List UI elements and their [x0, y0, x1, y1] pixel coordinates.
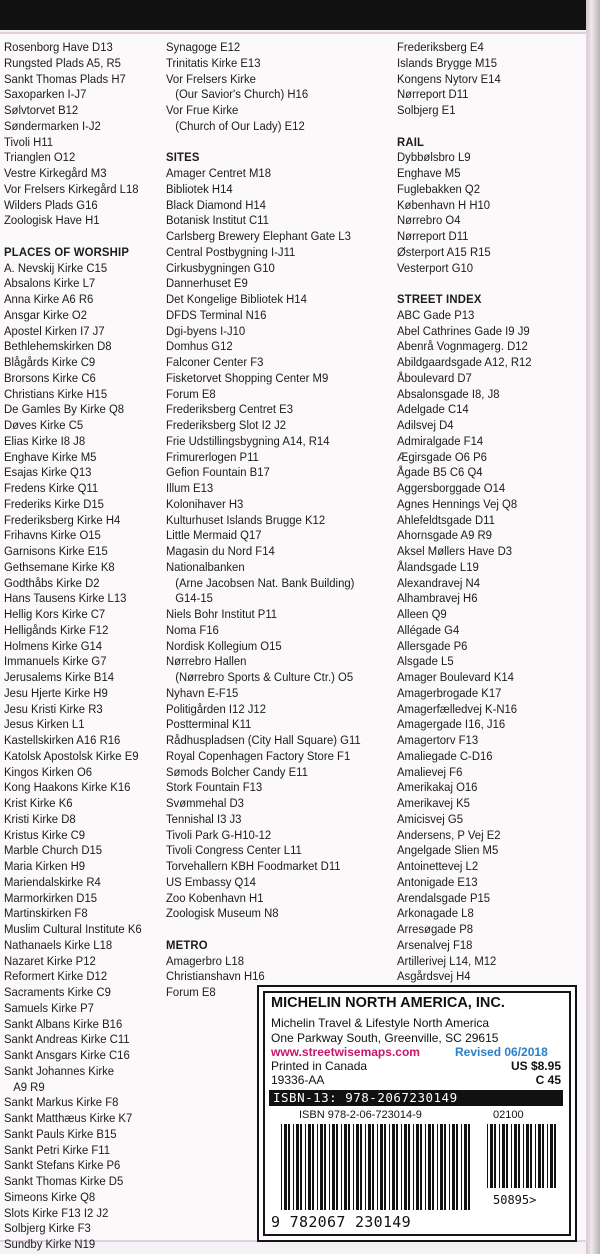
barcode-bar — [380, 1124, 383, 1210]
index-entry: Sankt Markus Kirke F8 — [4, 1095, 119, 1110]
index-entry: Sølvtorvet B12 — [4, 103, 79, 117]
index-column-1 — [4, 40, 142, 1253]
index-entry: Aggersborggade O14 — [397, 481, 506, 495]
barcode-bar — [324, 1124, 326, 1210]
index-entry: Arresøgade P8 — [397, 922, 474, 936]
index-entry: Frederiksberg Kirke H4 — [4, 512, 121, 527]
index-entry: Amagerfælledvej K-N16 — [397, 701, 518, 716]
barcode-bar — [356, 1124, 359, 1210]
index-entry: Agnes Hennings Vej Q8 — [397, 496, 518, 511]
barcode-bar — [296, 1124, 299, 1210]
barcode-bar — [554, 1124, 556, 1188]
index-entry: Trianglen O12 — [4, 150, 76, 165]
index-entry: Frederiksberg E4 — [397, 40, 484, 54]
index-entry: Frie Udstillingsbygning A14, R14 — [166, 433, 330, 448]
index-entry: Kulturhuset Islands Brugge K12 — [166, 512, 326, 527]
barcode-bar — [329, 1124, 330, 1210]
index-entry: Tivoli Park G-H10-12 — [166, 827, 272, 842]
printed-in: Printed in Canada — [271, 1059, 368, 1073]
spacer — [166, 135, 361, 151]
index-entry: Rungsted Plads A5, R5 — [4, 55, 121, 70]
index-entry: Nørreport D11 — [397, 87, 469, 102]
index-entry: DFDS Terminal N16 — [166, 307, 267, 322]
barcode-bar — [542, 1124, 544, 1188]
spacer — [4, 229, 142, 245]
barcode-bar — [332, 1124, 335, 1210]
price-us: US $8.95 — [510, 1059, 561, 1073]
index-entry: Fredens Kirke Q11 — [4, 481, 99, 495]
index-entry: Andersens, P Vej E2 — [397, 827, 501, 842]
barcode-bar — [413, 1124, 414, 1210]
index-entry: Sankt Matthæus Kirke K7 — [4, 1111, 133, 1125]
barcode-bar — [494, 1124, 496, 1188]
index-entry: Sankt Ansgars Kirke C16 — [4, 1048, 130, 1062]
index-entry: Kongens Nytorv E14 — [397, 71, 501, 86]
index-entry: Nørreport D11 — [397, 229, 469, 243]
index-entry: Amicisvej G5 — [397, 811, 464, 826]
index-entry: Solbjerg E1 — [397, 103, 456, 117]
isbn-text: ISBN 978-2-06-723014-9 — [299, 1109, 422, 1121]
index-entry: Royal Copenhagen Factory Store F1 — [166, 748, 351, 763]
index-entry: Asgårdsvej H4 — [397, 969, 471, 984]
index-entry: Enghave Kirke M5 — [4, 449, 97, 464]
barcode-bar — [468, 1124, 470, 1210]
index-entry: Katolsk Apostolsk Kirke E9 — [4, 748, 139, 763]
index-entry: Amagerbrogade K17 — [397, 685, 502, 700]
index-entry: Amagertorv F13 — [397, 733, 479, 747]
barcode-bar — [437, 1124, 438, 1210]
index-entry: Nørrebro Hallen — [166, 654, 247, 669]
isbn13-bar — [269, 1090, 563, 1106]
index-entry: Esajas Kirke Q13 — [4, 465, 92, 480]
index-entry: Niels Bohr Institut P11 — [166, 607, 278, 621]
index-entry: ABC Gade P13 — [397, 307, 475, 322]
index-entry: Immanuels Kirke G7 — [4, 654, 107, 669]
index-entry: Kingos Kirken O6 — [4, 764, 93, 779]
index-entry: Stork Fountain F13 — [166, 780, 263, 795]
index-entry: (Arne Jacobsen Nat. Bank Building) — [175, 575, 355, 590]
index-entry: Nathanaels Kirke L18 — [4, 937, 113, 952]
barcode-bar — [353, 1124, 354, 1210]
index-entry: Frihavns Kirke O15 — [4, 528, 101, 543]
index-entry: Dgi-byens I-J10 — [166, 323, 246, 338]
page-edge — [586, 0, 600, 1254]
index-entry: Amerikavej K5 — [397, 796, 470, 810]
barcode-bar — [514, 1124, 517, 1188]
index-entry: Helligånds Kirke F12 — [4, 622, 109, 637]
index-entry: Det Kongelige Bibliotek H14 — [166, 292, 307, 306]
barcode-bar — [530, 1124, 532, 1188]
index-entry: Nyhavn E-F15 — [166, 685, 239, 700]
barcode-bar — [317, 1124, 318, 1210]
barcode-bar — [432, 1124, 434, 1210]
barcode-bar — [300, 1124, 302, 1210]
index-entry: Martinskirken F8 — [4, 906, 88, 921]
index-entry: Cirkusbygningen G10 — [166, 260, 275, 275]
section-heading: STREET INDEX — [397, 292, 482, 306]
index-entry: Mariendalskirke R4 — [4, 874, 101, 889]
index-entry: Ahornsgade A9 R9 — [397, 528, 492, 543]
revised-date: Revised 06/2018 — [455, 1045, 548, 1059]
index-entry: Dannerhuset E9 — [166, 276, 248, 291]
index-entry: Carlsberg Brewery Elephant Gate L3 — [166, 229, 351, 243]
index-entry: Jerusalems Kirke B14 — [4, 670, 115, 684]
index-entry: (Church of Our Lady) E12 — [175, 118, 305, 133]
index-entry: Wilders Plads G16 — [4, 197, 98, 212]
barcode-bar — [547, 1124, 548, 1188]
index-entry: Abenrå Vognmagerg. D12 — [397, 339, 528, 354]
barcode-bar — [440, 1124, 443, 1210]
index-entry: Kastellskirken A16 R16 — [4, 733, 121, 747]
index-entry: Nazaret Kirke P12 — [4, 953, 96, 968]
index-entry: Dybbølsbro L9 — [397, 150, 471, 165]
section-heading: METRO — [166, 937, 208, 952]
index-entry: Adilsvej D4 — [397, 418, 454, 432]
index-entry: Zoologisk Have H1 — [4, 213, 100, 228]
index-entry: Alexandravej N4 — [397, 575, 481, 590]
index-entry: Ægirsgade O6 P6 — [397, 449, 487, 464]
barcode-bar — [506, 1124, 508, 1188]
index-entry: Adelgade C14 — [397, 402, 469, 417]
index-entry: Tennishal I3 J3 — [166, 811, 242, 826]
barcode-bar — [372, 1124, 374, 1210]
index-entry: Rosenborg Have D13 — [4, 40, 113, 54]
index-entry: Marble Church D15 — [4, 843, 103, 858]
index-entry: Sankt Andreas Kirke C11 — [4, 1032, 130, 1047]
index-entry: Østerport A15 R15 — [397, 244, 491, 259]
index-entry: Amerikakaj O16 — [397, 780, 478, 795]
barcode-bar — [425, 1124, 426, 1210]
index-entry: (Our Savior's Church) H16 — [175, 87, 309, 102]
index-entry: US Embassy Q14 — [166, 874, 256, 889]
index-entry: Absalons Kirke L7 — [4, 276, 96, 291]
publisher-address: One Parkway South, Greenville, SC 29615 — [271, 1031, 499, 1045]
index-entry: Rådhuspladsen (City Hall Square) G11 — [166, 733, 361, 747]
index-entry: Kristus Kirke C9 — [4, 827, 86, 842]
index-entry: Hellig Kors Kirke C7 — [4, 607, 106, 621]
barcode-bar — [456, 1124, 458, 1210]
index-entry: Ahlefeldtsgade D11 — [397, 512, 495, 527]
index-entry: Frederiksberg Centret E3 — [166, 402, 294, 417]
barcode-bar — [404, 1124, 407, 1210]
index-entry: Brorsons Kirke C6 — [4, 370, 96, 385]
barcode-bar — [344, 1124, 347, 1210]
index-entry: Amalievej F6 — [397, 764, 463, 779]
index-entry: Politigården I12 J12 — [166, 701, 267, 716]
index-entry: Allersgade P6 — [397, 638, 468, 653]
index-entry: Kolonihaver H3 — [166, 496, 244, 511]
index-entry: Sundby Kirke N19 — [4, 1237, 96, 1251]
price-c: C 45 — [535, 1073, 561, 1087]
barcode-bar — [452, 1124, 455, 1210]
publisher-box — [257, 985, 577, 1242]
index-entry: Trinitatis Kirke E13 — [166, 55, 261, 70]
barcode-bar — [502, 1124, 505, 1188]
index-entry: Bethlehemskirken D8 — [4, 339, 112, 354]
index-column-3 — [397, 40, 539, 1001]
index-entry: Sankt Stefans Kirke P6 — [4, 1158, 121, 1173]
index-entry: Jesu Hjerte Kirke H9 — [4, 685, 108, 700]
barcode-bar — [449, 1124, 450, 1210]
index-entry: Absalonsgade I8, J8 — [397, 386, 500, 401]
barcode-addon — [485, 1124, 559, 1194]
barcode-bar — [348, 1124, 350, 1210]
barcode-bar — [308, 1124, 311, 1210]
index-entry: Frimurerlogen P11 — [166, 449, 259, 464]
index-entry: Abildgaardsgade A12, R12 — [397, 355, 532, 369]
index-entry: Domhus G12 — [166, 339, 233, 354]
barcode-bar — [526, 1124, 529, 1188]
index-entry: Sankt Thomas Plads H7 — [4, 71, 126, 86]
index-entry: Arsenalvej F18 — [397, 937, 473, 952]
index-entry: Døves Kirke C5 — [4, 418, 84, 432]
index-entry: Reformert Kirke D12 — [4, 969, 108, 984]
barcode-bar — [377, 1124, 378, 1210]
index-entry: Postterminal K11 — [166, 717, 252, 732]
index-entry: (Nørrebro Sports & Culture Ctr.) O5 — [175, 670, 354, 684]
index-entry: A. Nevskij Kirke C15 — [4, 260, 108, 275]
index-entry: Amagerbro L18 — [166, 953, 244, 968]
index-entry: Sankt Thomas Kirke D5 — [4, 1174, 124, 1188]
barcode-bar — [538, 1124, 541, 1188]
index-entry: Amager Centret M18 — [166, 166, 272, 180]
barcode-bar — [365, 1124, 366, 1210]
index-entry: Black Diamond H14 — [166, 197, 266, 212]
barcode-bar — [408, 1124, 410, 1210]
index-entry: Søndermarken I-J2 — [4, 118, 101, 133]
barcode-bar — [396, 1124, 398, 1210]
index-entry: Amager Boulevard K14 — [397, 670, 514, 684]
index-entry: Ålandsgade L19 — [397, 559, 479, 574]
barcode-bar — [368, 1124, 371, 1210]
barcode-bar — [461, 1124, 462, 1210]
index-entry: Forum E8 — [166, 386, 216, 401]
index-entry: Kristi Kirke D8 — [4, 811, 76, 826]
index-entry: Noma F16 — [166, 622, 219, 637]
barcode-bar — [487, 1124, 488, 1188]
isbn13-text: ISBN-13: 978-2067230149 — [273, 1090, 458, 1105]
index-entry: Arendalsgade P15 — [397, 890, 491, 905]
index-entry: Blågårds Kirke C9 — [4, 355, 96, 369]
index-entry: Antonigade E13 — [397, 874, 478, 889]
index-entry: Alleen Q9 — [397, 607, 447, 621]
barcode-bar — [392, 1124, 395, 1210]
index-entry: Frederiksberg Slot I2 J2 — [166, 418, 287, 432]
index-entry: A9 R9 — [13, 1079, 45, 1094]
barcode-bar — [550, 1124, 553, 1188]
index-entry: Slots Kirke F13 I2 J2 — [4, 1205, 109, 1220]
index-entry: Bibliotek H14 — [166, 181, 233, 196]
index-entry: Kong Haakons Kirke K16 — [4, 780, 131, 795]
barcode-bar — [341, 1124, 342, 1210]
index-entry: Sankt Johannes Kirke — [4, 1063, 115, 1078]
index-column-2 — [166, 40, 361, 1001]
barcode-bar — [499, 1124, 500, 1188]
index-entry: Marmorkirken D15 — [4, 890, 98, 905]
barcode-bar — [284, 1124, 287, 1210]
index-entry: Synagoge E12 — [166, 40, 241, 54]
index-entry: Sacraments Kirke C9 — [4, 985, 111, 999]
ean-digits: 9 782067 230149 — [271, 1213, 411, 1231]
publisher-name: MICHELIN NORTH AMERICA, INC. — [271, 995, 505, 1011]
barcode-bar — [444, 1124, 446, 1210]
barcode-bar — [523, 1124, 524, 1188]
index-entry: Hans Tausens Kirke L13 — [4, 591, 127, 606]
index-entry: Angelgade Slien M5 — [397, 843, 499, 858]
index-entry: Muslim Cultural Institute K6 — [4, 922, 142, 936]
section-heading: PLACES OF WORSHIP — [4, 244, 130, 259]
barcode-main — [279, 1124, 475, 1216]
index-entry: Islands Brygge M15 — [397, 55, 497, 70]
index-entry: Little Mermaid Q17 — [166, 528, 262, 543]
index-entry: Zoologisk Museum N8 — [166, 906, 279, 921]
section-heading: SITES — [166, 150, 200, 165]
index-entry: Simeons Kirke Q8 — [4, 1189, 96, 1204]
section-heading: RAIL — [397, 134, 425, 149]
index-entry: Solbjerg Kirke F3 — [4, 1221, 91, 1236]
index-entry: Central Postbygning I-J11 — [166, 244, 296, 259]
barcode-bar — [420, 1124, 422, 1210]
index-entry: Saxoparken I-J7 — [4, 87, 87, 102]
index-entry: Maria Kirken H9 — [4, 859, 86, 873]
index-entry: Vor Frue Kirke — [166, 103, 239, 117]
index-entry: Fisketorvet Shopping Center M9 — [166, 370, 329, 385]
index-entry: Forum E8 — [166, 985, 216, 999]
index-entry: Gethsemane Kirke K8 — [4, 559, 115, 574]
price-code: 02100 — [493, 1109, 524, 1121]
index-entry: Svømmehal D3 — [166, 796, 244, 810]
index-entry: Samuels Kirke P7 — [4, 1000, 94, 1015]
index-entry: Tivoli H11 — [4, 134, 54, 149]
index-entry: Vesterport G10 — [397, 260, 474, 275]
barcode-bar — [336, 1124, 338, 1210]
index-entry: Christianshavn H16 — [166, 969, 265, 984]
barcode-bar — [281, 1124, 282, 1210]
addon-digits: 50895> — [493, 1193, 537, 1207]
index-entry: Sankt Pauls Kirke B15 — [4, 1126, 117, 1141]
index-entry: Enghave M5 — [397, 166, 461, 180]
index-entry: Anna Kirke A6 R6 — [4, 292, 94, 306]
barcode-bar — [305, 1124, 306, 1210]
barcode-bar — [320, 1124, 323, 1210]
index-entry: Nordisk Kollegium O15 — [166, 638, 282, 653]
index-entry: Sankt Albans Kirke B16 — [4, 1016, 123, 1031]
spacer — [397, 276, 539, 292]
index-entry: Ansgar Kirke O2 — [4, 307, 88, 322]
index-entry: Godthåbs Kirke D2 — [4, 575, 100, 590]
index-entry: Frederiks Kirke D15 — [4, 496, 104, 511]
index-entry: Aksel Møllers Have D3 — [397, 544, 513, 558]
index-entry: Nørrebro O4 — [397, 213, 461, 228]
index-entry: Sømods Bolcher Candy E11 — [166, 764, 308, 779]
index-entry: København H H10 — [397, 197, 491, 212]
index-entry: Åboulevard D7 — [397, 370, 472, 385]
index-entry: Zoo Kobenhavn H1 — [166, 890, 264, 905]
index-entry: Botanisk Institut C11 — [166, 213, 269, 228]
index-entry: Falconer Center F3 — [166, 355, 264, 369]
website-link[interactable]: www.streetwisemaps.com — [271, 1045, 420, 1059]
index-entry: Garnisons Kirke E15 — [4, 544, 108, 558]
index-entry: Krist Kirke K6 — [4, 796, 73, 810]
index-entry: Antoinettevej L2 — [397, 859, 479, 873]
barcode-bar — [312, 1124, 314, 1210]
index-entry: Amagergade I16, J16 — [397, 717, 506, 732]
spacer — [166, 922, 361, 938]
barcode-bar — [384, 1124, 386, 1210]
index-entry: Alhambravej H6 — [397, 591, 478, 606]
publisher-line1: Michelin Travel & Lifestyle North America — [271, 1016, 490, 1030]
barcode-bar — [389, 1124, 390, 1210]
index-entry: Sankt Petri Kirke F11 — [4, 1142, 111, 1157]
index-entry: Artillerivej L14, M12 — [397, 953, 497, 968]
index-entry: Elias Kirke I8 J8 — [4, 433, 86, 448]
barcode-bar — [464, 1124, 467, 1210]
index-entry: Christians Kirke H15 — [4, 386, 108, 401]
index-entry: Magasin du Nord F14 — [166, 544, 275, 558]
index-entry: Illum E13 — [166, 481, 214, 495]
barcode-bar — [518, 1124, 520, 1188]
index-entry: Torvehallern KBH Foodmarket D11 — [166, 859, 341, 873]
barcode-bar — [288, 1124, 290, 1210]
index-entry: Alsgade L5 — [397, 654, 454, 669]
index-entry: Jesus Kirken L1 — [4, 717, 85, 732]
index-entry: Tivoli Congress Center L11 — [166, 843, 302, 858]
index-entry: Ågade B5 C6 Q4 — [397, 465, 483, 480]
barcode-bar — [401, 1124, 402, 1210]
index-entry: Gefion Fountain B17 — [166, 465, 270, 480]
product-code: 19336-AA — [271, 1073, 325, 1087]
index-entry: De Gamles By Kirke Q8 — [4, 402, 125, 417]
index-entry: Jesu Kristi Kirke R3 — [4, 701, 103, 716]
barcode-bar — [360, 1124, 362, 1210]
barcode-bar — [416, 1124, 419, 1210]
barcode-bar — [293, 1124, 294, 1210]
barcode-bar — [490, 1124, 493, 1188]
barcode-bar — [428, 1124, 431, 1210]
barcode-bar — [511, 1124, 512, 1188]
index-entry: Abel Cathrines Gade I9 J9 — [397, 323, 530, 338]
index-entry: Vestre Kirkegård M3 — [4, 166, 107, 180]
index-entry: Nationalbanken — [166, 559, 245, 574]
spacer — [397, 119, 539, 135]
index-entry: Apostel Kirken I7 J7 — [4, 323, 105, 338]
index-entry: G14-15 — [175, 591, 213, 606]
index-entry: Vor Frelsers Kirke — [166, 71, 256, 86]
index-entry: Vor Frelsers Kirkegård L18 — [4, 181, 139, 196]
index-entry: Fuglebakken Q2 — [397, 181, 481, 196]
index-entry: Amaliegade C-D16 — [397, 748, 493, 763]
index-entry: Holmens Kirke G14 — [4, 638, 103, 653]
barcode-bar — [535, 1124, 536, 1188]
index-entry: Arkonagade L8 — [397, 906, 474, 921]
index-entry: Allégade G4 — [397, 622, 460, 637]
index-entry: Admiralgade F14 — [397, 433, 484, 448]
